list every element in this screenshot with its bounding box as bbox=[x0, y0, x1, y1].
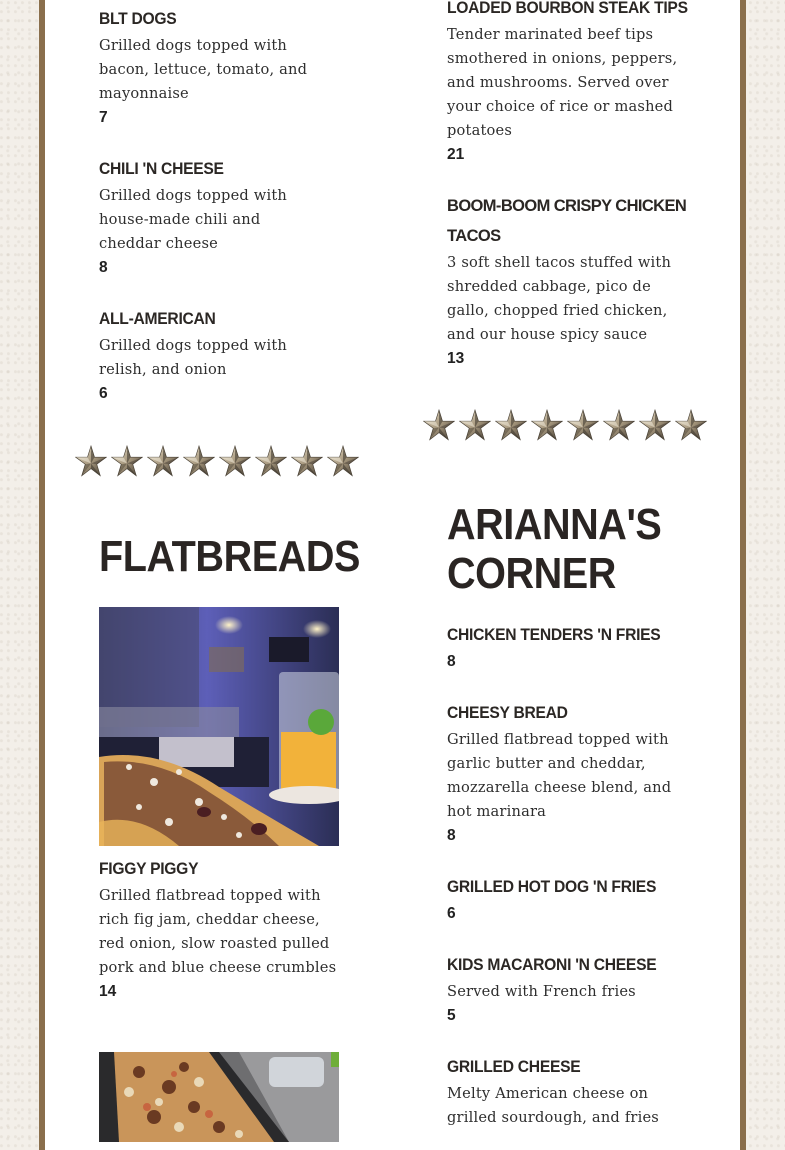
item-price: 14 bbox=[99, 983, 117, 1000]
menu-item-loaded-bourbon-steak-tips bbox=[447, 0, 697, 167]
menu-item-cheesy-bread bbox=[447, 698, 697, 848]
item-description: Served with French fries bbox=[447, 983, 636, 1000]
star-icon bbox=[459, 409, 491, 441]
star-icon bbox=[255, 445, 287, 477]
item-price: 7 bbox=[99, 109, 108, 126]
menu-item-chicken-tenders-n-fries bbox=[447, 620, 697, 674]
star-icon bbox=[567, 409, 599, 441]
star-icon bbox=[639, 409, 671, 441]
item-description: Tender marinated beef tips smothered in onions, peppers, and mushrooms. Served over your choice of rice or mashed potatoes bbox=[447, 26, 678, 139]
item-name: KIDS MACARONI 'N CHEESE bbox=[447, 955, 657, 974]
star-icon bbox=[675, 409, 707, 441]
item-description: Melty American cheese on grilled sourdough, and fries bbox=[447, 1085, 659, 1126]
star-icon bbox=[603, 409, 635, 441]
item-name: CHEESY BREAD bbox=[447, 703, 568, 722]
menu-item-kids-macaroni-n-cheese bbox=[447, 950, 697, 1028]
item-price: 6 bbox=[447, 905, 456, 922]
item-description: Grilled flatbread topped with garlic butter and cheddar, mozzarella cheese blend, and hot marinara bbox=[447, 731, 672, 820]
star-icon bbox=[495, 409, 527, 441]
item-name: BOOM-BOOM CRISPY CHICKEN TACOS bbox=[447, 197, 687, 245]
item-name: FIGGY PIGGY bbox=[99, 859, 199, 878]
photo-flatbread bbox=[99, 1052, 339, 1142]
star-icon bbox=[183, 445, 215, 477]
star-divider-left bbox=[75, 445, 359, 477]
star-icon bbox=[531, 409, 563, 441]
item-description: Grilled dogs topped with relish, and onion bbox=[99, 337, 288, 378]
item-name: GRILLED CHEESE bbox=[447, 1057, 581, 1076]
star-icon bbox=[147, 445, 179, 477]
item-name: ALL-AMERICAN bbox=[99, 309, 216, 328]
menu-item-grilled-hot-dog-n-fries bbox=[447, 872, 697, 926]
photo-bar-scene bbox=[99, 607, 339, 846]
item-name: CHICKEN TENDERS 'N FRIES bbox=[447, 625, 661, 644]
item-name: GRILLED HOT DOG 'N FRIES bbox=[447, 877, 657, 896]
section-title-line-2: CORNER bbox=[447, 549, 616, 598]
item-description: Grilled dogs topped with bacon, lettuce, tomato, and mayonnaise bbox=[99, 37, 308, 102]
item-description: Grilled dogs topped with house-made chili and cheddar cheese bbox=[99, 187, 288, 252]
star-icon bbox=[423, 409, 455, 441]
item-price: 6 bbox=[99, 385, 108, 402]
item-name: CHILI 'N CHEESE bbox=[99, 159, 224, 178]
item-price: 8 bbox=[447, 827, 456, 844]
star-icon bbox=[291, 445, 323, 477]
star-icon bbox=[327, 445, 359, 477]
star-divider-right bbox=[423, 409, 707, 441]
menu-item-blt-dogs bbox=[99, 4, 344, 130]
menu-item-all-american bbox=[99, 304, 344, 406]
item-price: 13 bbox=[447, 350, 465, 367]
menu-item-figgy-piggy bbox=[99, 854, 344, 1004]
item-description: 3 soft shell tacos stuffed with shredded cabbage, pico de gallo, chopped fried chicken, and our house spicy sauce bbox=[447, 254, 672, 343]
item-price: 8 bbox=[447, 653, 456, 670]
menu-item-grilled-cheese bbox=[447, 1052, 697, 1130]
star-icon bbox=[219, 445, 251, 477]
flatbread-photo-2 bbox=[99, 1052, 339, 1142]
item-price: 5 bbox=[447, 1007, 456, 1024]
menu-item-boom-boom-crispy-chicken-tacos bbox=[447, 191, 692, 371]
star-icon bbox=[75, 445, 107, 477]
item-name: BLT DOGS bbox=[99, 9, 177, 28]
section-title-line-1: ARIANNA'S bbox=[447, 500, 662, 549]
item-price: 21 bbox=[447, 146, 465, 163]
figgy-piggy-flatbread-photo bbox=[99, 607, 339, 846]
section-title-flatbreads: FLATBREADS bbox=[99, 532, 360, 581]
star-icon bbox=[111, 445, 143, 477]
section-title-ariannas-corner bbox=[447, 500, 661, 598]
item-price: 8 bbox=[99, 259, 108, 276]
item-name: LOADED BOURBON STEAK TIPS bbox=[447, 0, 688, 17]
item-description: Grilled flatbread topped with rich fig jam, cheddar cheese, red onion, slow roasted pulled pork and blue cheese crumbles bbox=[99, 887, 337, 976]
menu-item-chili-n-cheese bbox=[99, 154, 344, 280]
